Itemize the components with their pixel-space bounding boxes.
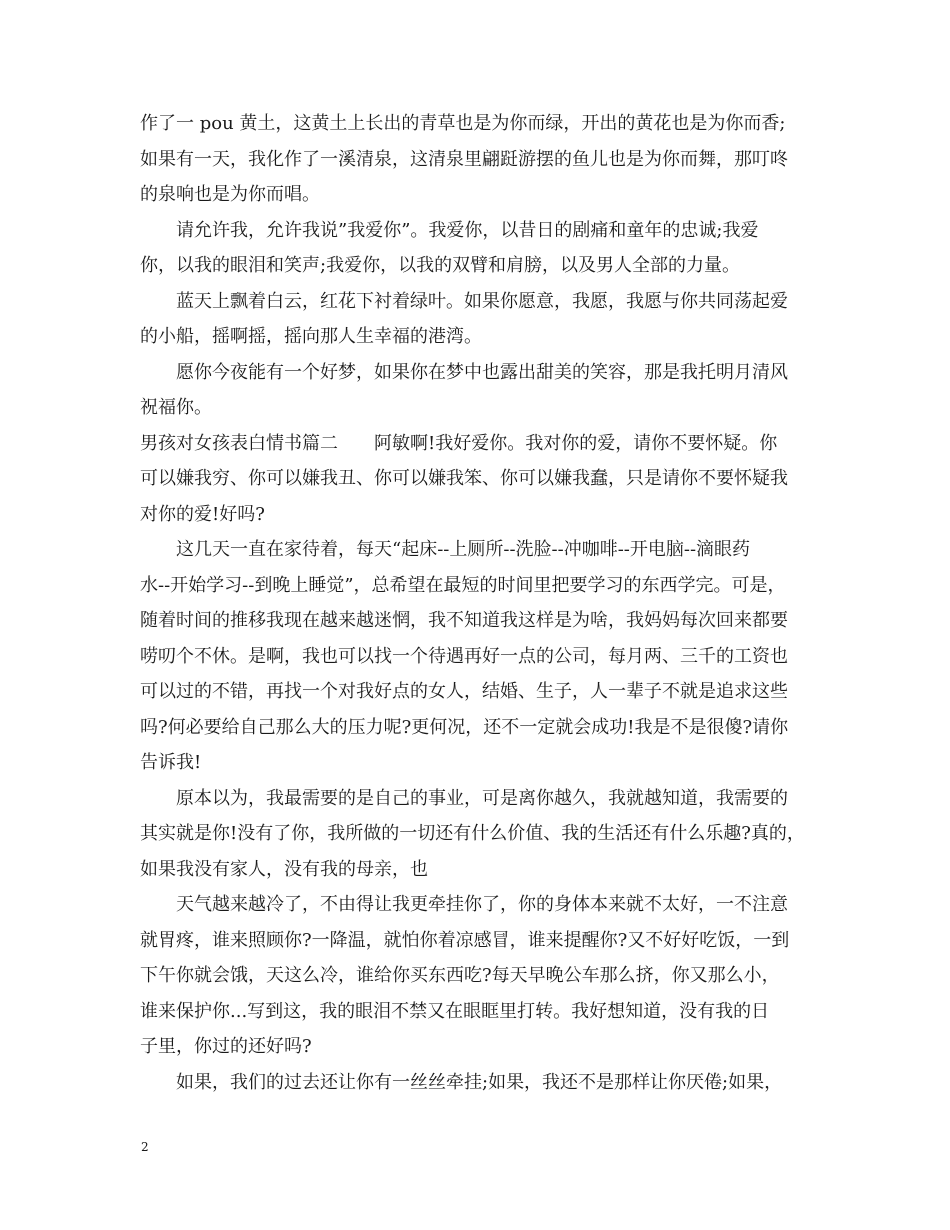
text-line: 请允许我，允许我说”我爱你”。我爱你，以昔日的剧痛和童年的忠诚;我爱 [176, 219, 759, 241]
text-line: 蓝天上飘着白云，红花下衬着绿叶。如果你愿意，我愿，我愿与你共同荡起爱 [176, 290, 788, 312]
text-line: 可以过的不错，再找一个对我好点的女人，结婚、生子，人一辈子不就是追求这些 [140, 681, 788, 702]
text-line: 告诉我! [140, 752, 202, 773]
page-number: 2 [141, 1140, 149, 1154]
text-line: 天气越来越冷了，不由得让我更牵挂你了，你的身体本来就不太好，一不注意 [176, 894, 788, 915]
text-line: 原本以为，我最需要的是自己的事业，可是离你越久，我就越知道，我需要的 [176, 787, 788, 809]
text-line: 作了一 pou 黄土，这黄土上长出的青草也是为你而绿，开出的黄花也是为你而香; [140, 113, 786, 134]
text-line: 唠叨个不休。是啊，我也可以找一个待遇再好一点的公司，每月两、三千的工资也 [140, 645, 788, 667]
text-line: 愿你今夜能有一个好梦，如果你在梦中也露出甜美的笑容，那是我托明月清风 [176, 361, 788, 383]
text-line: 下午你就会饿，天这么冷，谁给你买东西吃?每天早晚公车那么挤，你又那么小， [140, 965, 780, 986]
text-line: 如果我没有家人，没有我的母亲，也 [140, 858, 428, 880]
text-line: 其实就是你!没有了你，我所做的一切还有什么价值、我的生活还有什么乐趣?真的， [140, 823, 805, 844]
text-line: 的泉响也是为你而唱。 [140, 184, 320, 205]
text-line: 随着时间的推移我现在越来越迷惘，我不知道我这样是为啥，我妈妈每次回来都要 [140, 610, 788, 631]
text-line: 的小船，摇啊摇，摇向那人生幸福的港湾。 [140, 326, 482, 347]
text-line: 男孩对女孩表白情书篇二 阿敏啊!我好爱你。我对你的爱，请你不要怀疑。你 [140, 432, 778, 454]
text-line: 如果，我们的过去还让你有一丝丝牵挂;如果，我还不是那样让你厌倦;如果， [176, 1071, 783, 1093]
text-line: 如果有一天，我化作了一溪清泉，这清泉里翩跹游摆的鱼儿也是为你而舞，那叮咚 [140, 148, 788, 170]
text-line: 对你的爱!好吗? [140, 503, 265, 525]
text-line: 吗?何必要给自己那么大的压力呢?更何况，还不一定就会成功!我是不是很傻?请你 [140, 716, 789, 738]
text-line: 就胃疼，谁来照顾你?一降温，就怕你着凉感冒，谁来提醒你?又不好好吃饭，一到 [140, 929, 790, 951]
text-line: 子里，你过的还好吗? [140, 1036, 312, 1057]
text-line: 谁来保护你...写到这，我的眼泪不禁又在眼眶里打转。我好想知道，没有我的日 [140, 1000, 770, 1022]
text-line: 你，以我的眼泪和笑声;我爱你，以我的双臂和肩膀，以及男人全部的力量。 [140, 255, 741, 276]
text-line: 水--开始学习--到晚上睡觉”，总希望在最短的时间里把要学习的东西学完。可是， [140, 574, 786, 596]
text-line: 祝福你。 [140, 397, 212, 418]
text-line: 可以嫌我穷、你可以嫌我丑、你可以嫌我笨、你可以嫌我蠢，只是请你不要怀疑我 [140, 468, 788, 489]
text-line: 这几天一直在家待着，每天“起床--上厕所--洗脸--冲咖啡--开电脑--滴眼药 [176, 539, 751, 560]
